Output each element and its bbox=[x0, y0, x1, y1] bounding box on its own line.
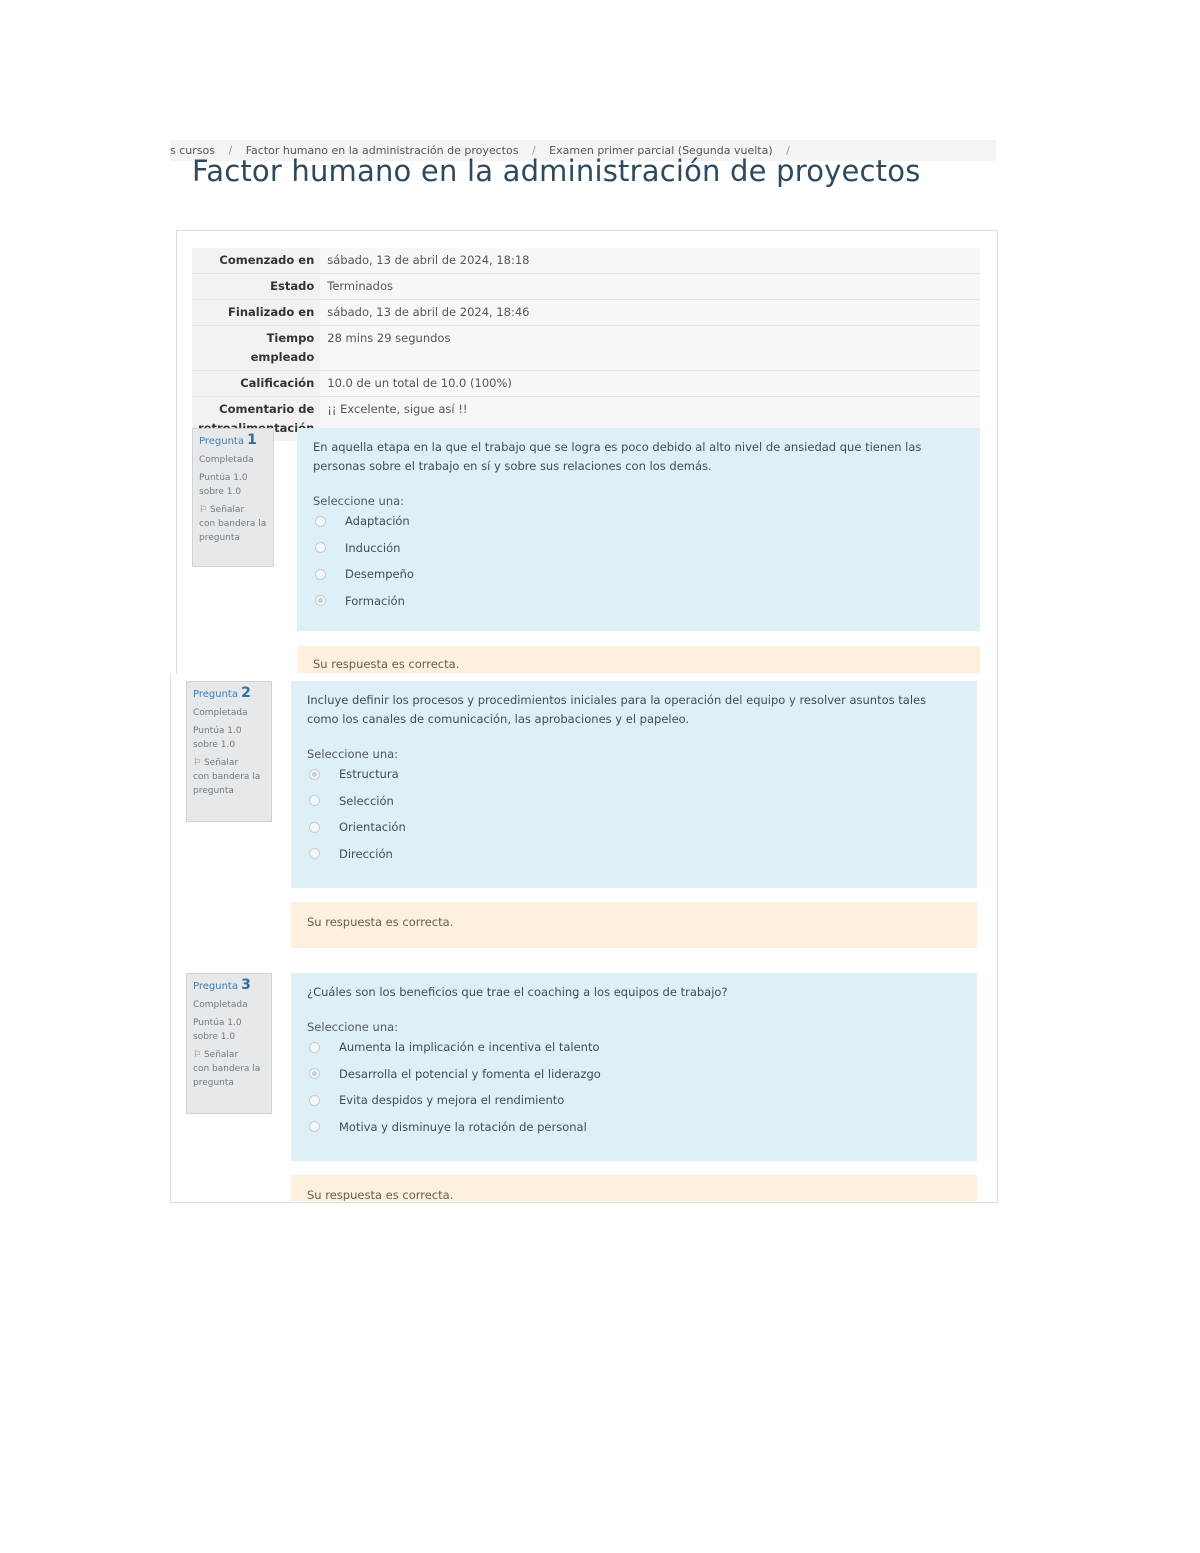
answer-option[interactable] bbox=[313, 508, 964, 535]
flag-line: Señalar bbox=[209, 505, 245, 515]
question-number-value: 3 bbox=[241, 977, 251, 993]
radio-button[interactable] bbox=[309, 848, 320, 859]
flag-line: con bandera la bbox=[193, 1064, 261, 1074]
summary-row-grade bbox=[192, 371, 980, 397]
question-content-3 bbox=[291, 973, 977, 1161]
answer-option[interactable] bbox=[313, 588, 964, 615]
option-label: Aumenta la implicación e incentiva el talento bbox=[339, 1040, 600, 1055]
flag-line: pregunta bbox=[199, 533, 240, 543]
summary-value: sábado, 13 de abril de 2024, 18:46 bbox=[320, 300, 980, 326]
question-number bbox=[193, 977, 251, 993]
question-number-value: 2 bbox=[241, 685, 251, 701]
question-text: En aquella etapa en la que el trabajo que se logra es poco debido al alto nivel de ansiedad que tienen las personas sobre el trabajo en sí y sobre sus relaciones con los demás. bbox=[313, 440, 922, 473]
radio-button[interactable] bbox=[315, 569, 326, 580]
question-info-2 bbox=[186, 681, 272, 822]
breadcrumb-item-exam[interactable]: Examen primer parcial (Segunda vuelta) bbox=[549, 144, 773, 157]
option-label: Motiva y disminuye la rotación de personal bbox=[339, 1119, 587, 1134]
question-content-2 bbox=[291, 681, 977, 888]
option-label: Desempeño bbox=[345, 567, 414, 582]
option-label: Inducción bbox=[345, 540, 401, 555]
summary-value: Terminados bbox=[320, 274, 980, 300]
answer-prompt: Seleccione una: bbox=[307, 1020, 399, 1034]
question-number bbox=[193, 685, 251, 701]
answer-option[interactable] bbox=[307, 1061, 961, 1088]
question-info-1 bbox=[192, 428, 274, 567]
flag-line: pregunta bbox=[193, 1078, 234, 1088]
breadcrumb-item-courses[interactable]: s cursos bbox=[170, 144, 215, 157]
flag-icon: ⚐ bbox=[199, 505, 208, 515]
question-status: Completada bbox=[193, 708, 248, 718]
summary-value: 28 mins 29 segundos bbox=[320, 326, 980, 371]
points-line: Puntúa 1.0 bbox=[199, 473, 248, 483]
question-label: Pregunta bbox=[193, 981, 238, 992]
summary-label-line: Comentario de bbox=[219, 402, 315, 416]
option-label: Selección bbox=[339, 793, 394, 808]
flag-line: Señalar bbox=[203, 758, 239, 768]
summary-value: ¡¡ Excelente, sigue así !! bbox=[320, 397, 980, 442]
flag-line: con bandera la bbox=[199, 519, 267, 529]
points-line: sobre 1.0 bbox=[193, 1032, 236, 1042]
radio-button-selected[interactable] bbox=[309, 769, 320, 780]
question-points bbox=[193, 724, 265, 752]
flag-line: Señalar bbox=[203, 1050, 239, 1060]
question-points bbox=[193, 1016, 265, 1044]
breadcrumb-item-course[interactable]: Factor humano en la administración de proyectos bbox=[245, 144, 519, 157]
breadcrumb-separator: / bbox=[531, 144, 536, 157]
flag-question-link[interactable] bbox=[193, 756, 265, 798]
feedback-text: Su respuesta es correcta. bbox=[307, 1188, 454, 1201]
answer-feedback-2 bbox=[291, 902, 977, 948]
page-title: Factor humano en la administración de proyectos bbox=[192, 154, 921, 188]
answer-feedback-3 bbox=[291, 1175, 977, 1201]
summary-row-started bbox=[192, 248, 980, 274]
radio-button[interactable] bbox=[309, 1121, 320, 1132]
radio-button[interactable] bbox=[309, 1042, 320, 1053]
question-points bbox=[199, 471, 267, 499]
summary-label: Estado bbox=[192, 274, 320, 300]
question-status: Completada bbox=[193, 1000, 248, 1010]
question-number-value: 1 bbox=[247, 432, 257, 448]
option-label: Dirección bbox=[339, 846, 393, 861]
radio-button[interactable] bbox=[315, 516, 326, 527]
answer-feedback-1 bbox=[297, 646, 980, 673]
option-label: Desarrolla el potencial y fomenta el liderazgo bbox=[339, 1066, 601, 1081]
summary-label: Comenzado en bbox=[192, 248, 320, 274]
radio-button[interactable] bbox=[309, 822, 320, 833]
feedback-text: Su respuesta es correcta. bbox=[307, 915, 454, 929]
radio-button[interactable] bbox=[309, 1095, 320, 1106]
answer-prompt: Seleccione una: bbox=[313, 494, 405, 508]
points-line: sobre 1.0 bbox=[199, 487, 242, 497]
summary-value: sábado, 13 de abril de 2024, 18:18 bbox=[320, 248, 980, 274]
summary-label bbox=[192, 326, 320, 371]
breadcrumb-separator: / bbox=[228, 144, 233, 157]
summary-label-line: Tiempo bbox=[266, 331, 315, 345]
summary-label: Calificación bbox=[192, 371, 320, 397]
flag-question-link[interactable] bbox=[199, 503, 267, 545]
option-label: Adaptación bbox=[345, 514, 410, 529]
answer-option[interactable] bbox=[313, 535, 964, 562]
radio-button-selected[interactable] bbox=[309, 1068, 320, 1079]
answer-option[interactable] bbox=[307, 761, 961, 788]
question-text: ¿Cuáles son los beneficios que trae el coaching a los equipos de trabajo? bbox=[307, 985, 728, 999]
question-label: Pregunta bbox=[199, 436, 244, 447]
flag-icon: ⚐ bbox=[193, 758, 202, 768]
option-label: Evita despidos y mejora el rendimiento bbox=[339, 1093, 565, 1108]
flag-line: con bandera la bbox=[193, 772, 261, 782]
summary-row-time bbox=[192, 326, 980, 371]
question-status: Completada bbox=[199, 455, 254, 465]
option-label: Orientación bbox=[339, 820, 406, 835]
answer-option[interactable] bbox=[307, 788, 961, 815]
answer-option[interactable] bbox=[307, 814, 961, 841]
question-label: Pregunta bbox=[193, 689, 238, 700]
answer-option[interactable] bbox=[307, 1114, 961, 1141]
summary-row-state bbox=[192, 274, 980, 300]
radio-button[interactable] bbox=[309, 795, 320, 806]
points-line: sobre 1.0 bbox=[193, 740, 236, 750]
flag-question-link[interactable] bbox=[193, 1048, 265, 1090]
question-number bbox=[199, 432, 257, 448]
answer-prompt: Seleccione una: bbox=[307, 747, 399, 761]
feedback-text: Su respuesta es correcta. bbox=[313, 657, 460, 671]
flag-icon: ⚐ bbox=[193, 1050, 202, 1060]
option-label: Estructura bbox=[339, 767, 399, 782]
question-info-3 bbox=[186, 973, 272, 1114]
radio-button-selected[interactable] bbox=[315, 595, 326, 606]
summary-label-line: empleado bbox=[250, 350, 315, 364]
points-line: Puntúa 1.0 bbox=[193, 1018, 242, 1028]
summary-row-finished bbox=[192, 300, 980, 326]
option-label: Formación bbox=[345, 593, 405, 608]
question-content-1 bbox=[297, 428, 980, 631]
answer-option[interactable] bbox=[307, 1034, 961, 1061]
question-text: Incluye definir los procesos y procedimientos iniciales para la operación del equipo y resolver asuntos tales como los canales de comunicación, las aprobaciones y el papeleo. bbox=[307, 693, 927, 726]
answer-option[interactable] bbox=[307, 1087, 961, 1114]
flag-line: pregunta bbox=[193, 786, 234, 796]
radio-button[interactable] bbox=[315, 542, 326, 553]
answer-option[interactable] bbox=[307, 841, 961, 868]
attempt-summary-table bbox=[192, 248, 980, 441]
summary-label: Finalizado en bbox=[192, 300, 320, 326]
answer-option[interactable] bbox=[313, 561, 964, 588]
summary-value: 10.0 de un total de 10.0 (100%) bbox=[320, 371, 980, 397]
breadcrumb-separator: / bbox=[786, 144, 790, 157]
points-line: Puntúa 1.0 bbox=[193, 726, 242, 736]
